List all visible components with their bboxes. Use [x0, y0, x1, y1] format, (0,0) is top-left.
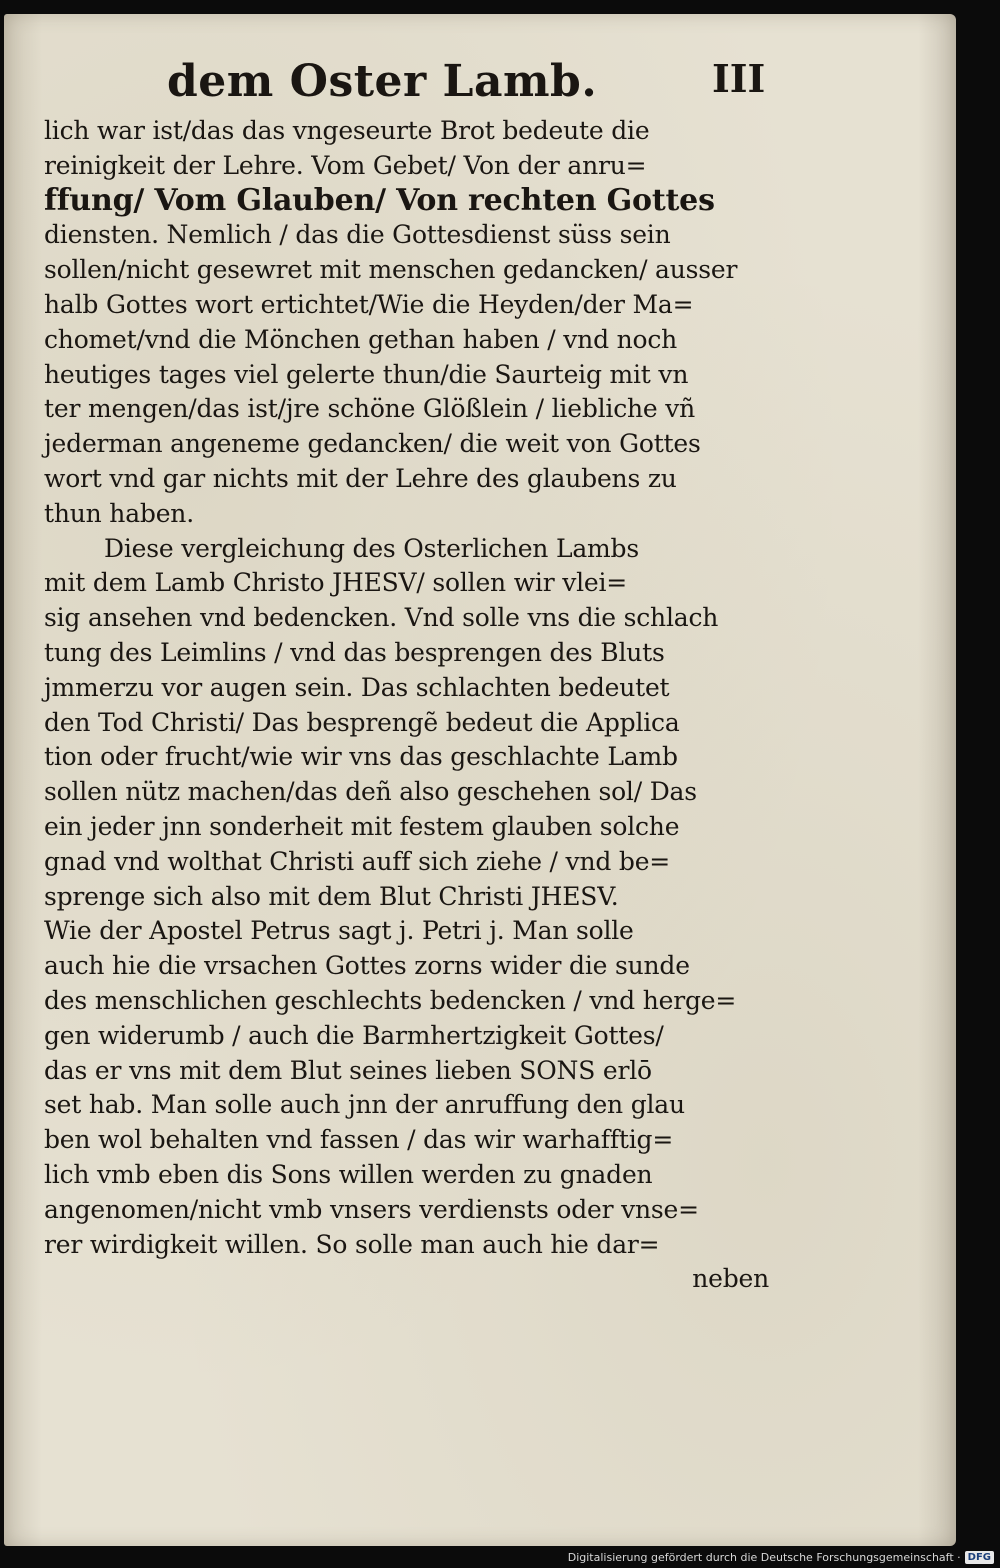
- text-line: chomet/vnd die Mönchen gethan haben / vnd noch: [44, 324, 678, 354]
- text-line: ter mengen/das ist/jre schöne Glößlein / liebliche vñ: [44, 394, 696, 424]
- text-line: heutiges tages viel gelerte thun/die Saurteig mit vn: [44, 359, 689, 389]
- text-line: auch hie die vrsachen Gottes zorns wider die sunde: [44, 951, 690, 981]
- page-header: [167, 56, 767, 116]
- folio-number: III: [712, 56, 766, 101]
- text-line: ben wol behalten vnd fassen / das wir warhafftig=: [44, 1125, 674, 1155]
- text-line: sig ansehen vnd bedencken. Vnd solle vns die schlach: [44, 603, 719, 633]
- text-line: lich war ist/das das vngeseurte Brot bedeute die: [44, 116, 650, 145]
- text-line: ffung/ Vom Glauben/ Von rechten Gottes: [44, 182, 715, 218]
- text-line: Wie der Apostel Petrus sagt j. Petri j. Man solle: [44, 916, 634, 946]
- text-line: diensten. Nemlich / das die Gottesdienst süss sein: [44, 220, 671, 250]
- text-line: jederman angeneme gedancken/ die weit von Gottes: [44, 429, 701, 459]
- text-line: den Tod Christi/ Das besprengẽ bedeut die Applica: [44, 707, 680, 737]
- text-line: mit dem Lamb Christo JHESV/ sollen wir vlei=: [44, 568, 628, 598]
- text-line: sollen/nicht gesewret mit menschen gedancken/ ausser: [44, 255, 738, 285]
- digitization-footer: [568, 1548, 994, 1566]
- text-line: gnad vnd wolthat Christi auff sich ziehe / vnd be=: [44, 846, 671, 876]
- text-line: sprenge sich also mit dem Blut Christi JHESV.: [44, 881, 619, 911]
- text-line: ein jeder jnn sonderheit mit festem glauben solche: [44, 811, 680, 841]
- text-line: des menschlichen geschlechts bedencken / vnd herge=: [44, 985, 737, 1015]
- text-line: reinigkeit der Lehre. Vom Gebet/ Von der anru=: [44, 150, 647, 180]
- text-line: rer wirdigkeit willen. So solle man auch hie dar=: [44, 1229, 660, 1259]
- dfg-logo: DFG: [965, 1551, 994, 1564]
- running-head: dem Oster Lamb.: [167, 56, 598, 107]
- text-line: gen widerumb / auch die Barmhertzigkeit Gottes/: [44, 1020, 664, 1050]
- text-block: [44, 114, 779, 1297]
- text-line: wort vnd gar nichts mit der Lehre des glaubens zu: [44, 463, 677, 493]
- funding-credit: Digitalisierung gefördert durch die Deutsche Forschungsgemeinschaft ·: [567, 1550, 961, 1564]
- text-line: set hab. Man solle auch jnn der anruffung den glau: [44, 1090, 685, 1120]
- text-line: jmmerzu vor augen sein. Das schlachten bedeutet: [44, 672, 670, 702]
- text-line: tion oder frucht/wie wir vns das geschlachte Lamb: [44, 742, 678, 772]
- book-page: [4, 14, 956, 1546]
- text-line: lich vmb eben dis Sons willen werden zu gnaden: [44, 1159, 653, 1189]
- text-line: sollen nütz machen/das deñ also geschehen sol/ Das: [44, 777, 697, 807]
- text-line: tung des Leimlins / vnd das besprengen des Bluts: [44, 637, 665, 667]
- text-line: angenomen/nicht vmb vnsers verdiensts oder vnse=: [44, 1194, 699, 1224]
- text-line: Diese vergleichung des Osterlichen Lambs: [104, 533, 639, 563]
- catchword: neben: [692, 1264, 769, 1294]
- text-line: thun haben.: [44, 498, 194, 528]
- text-line: halb Gottes wort ertichtet/Wie die Heyden/der Ma=: [44, 289, 694, 319]
- text-line: das er vns mit dem Blut seines lieben SONS erlō: [44, 1055, 652, 1085]
